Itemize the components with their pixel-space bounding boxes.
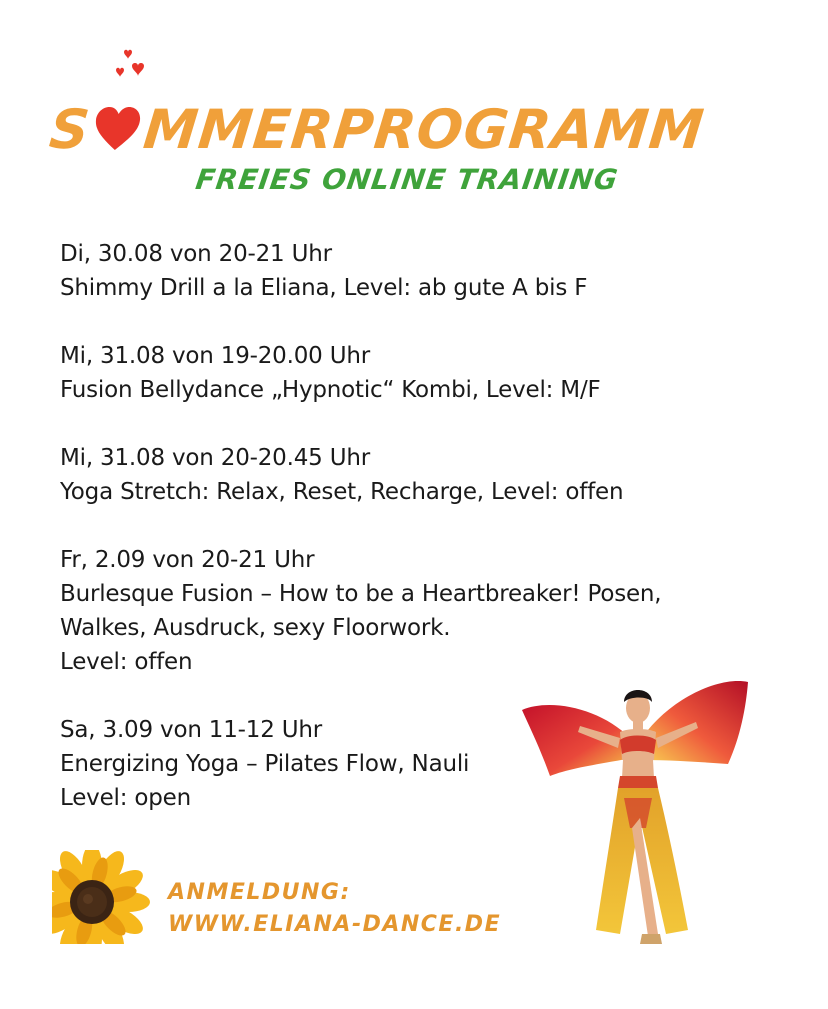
- signup-block: [168, 877, 501, 941]
- sunflower-image: [52, 850, 156, 944]
- event-item: [60, 237, 760, 305]
- event-item: [60, 441, 760, 509]
- dancer-image: [520, 668, 750, 948]
- signup-label: ANMELDUNG:: [168, 880, 351, 905]
- event-level: Level: offen: [60, 649, 193, 675]
- event-item: [60, 339, 760, 407]
- title-end: MMERPROGRAMM: [140, 98, 708, 161]
- event-date: Mi, 31.08 von 20-20.45 Uhr: [60, 445, 370, 471]
- event-description: Shimmy Drill a la Eliana, Level: ab gute A bis F: [60, 275, 588, 301]
- event-date: Di, 30.08 von 20-21 Uhr: [60, 241, 332, 267]
- event-description: Energizing Yoga – Pilates Flow, Nauli: [60, 751, 470, 777]
- header: [46, 48, 750, 208]
- page-subtitle: FREIES ONLINE TRAINING: [193, 163, 621, 196]
- title-start: S: [46, 98, 94, 161]
- small-hearts-icon: [112, 48, 152, 92]
- event-date: Fr, 2.09 von 20-21 Uhr: [60, 547, 315, 573]
- event-level: Level: open: [60, 785, 191, 811]
- event-description: Yoga Stretch: Relax, Reset, Recharge, Level: offen: [60, 479, 624, 505]
- event-description: Fusion Bellydance „Hypnotic“ Kombi, Level: M/F: [60, 377, 601, 403]
- event-description: Burlesque Fusion – How to be a Heartbreaker! Posen,: [60, 581, 662, 607]
- event-date: Sa, 3.09 von 11-12 Uhr: [60, 717, 323, 743]
- heart-icon: [91, 106, 144, 152]
- website-link[interactable]: WWW.ELIANA-DANCE.DE: [168, 912, 502, 937]
- event-description: Walkes, Ausdruck, sexy Floorwork.: [60, 615, 451, 641]
- event-date: Mi, 31.08 von 19-20.00 Uhr: [60, 343, 370, 369]
- event-item: [60, 543, 760, 679]
- page-title: [47, 98, 708, 161]
